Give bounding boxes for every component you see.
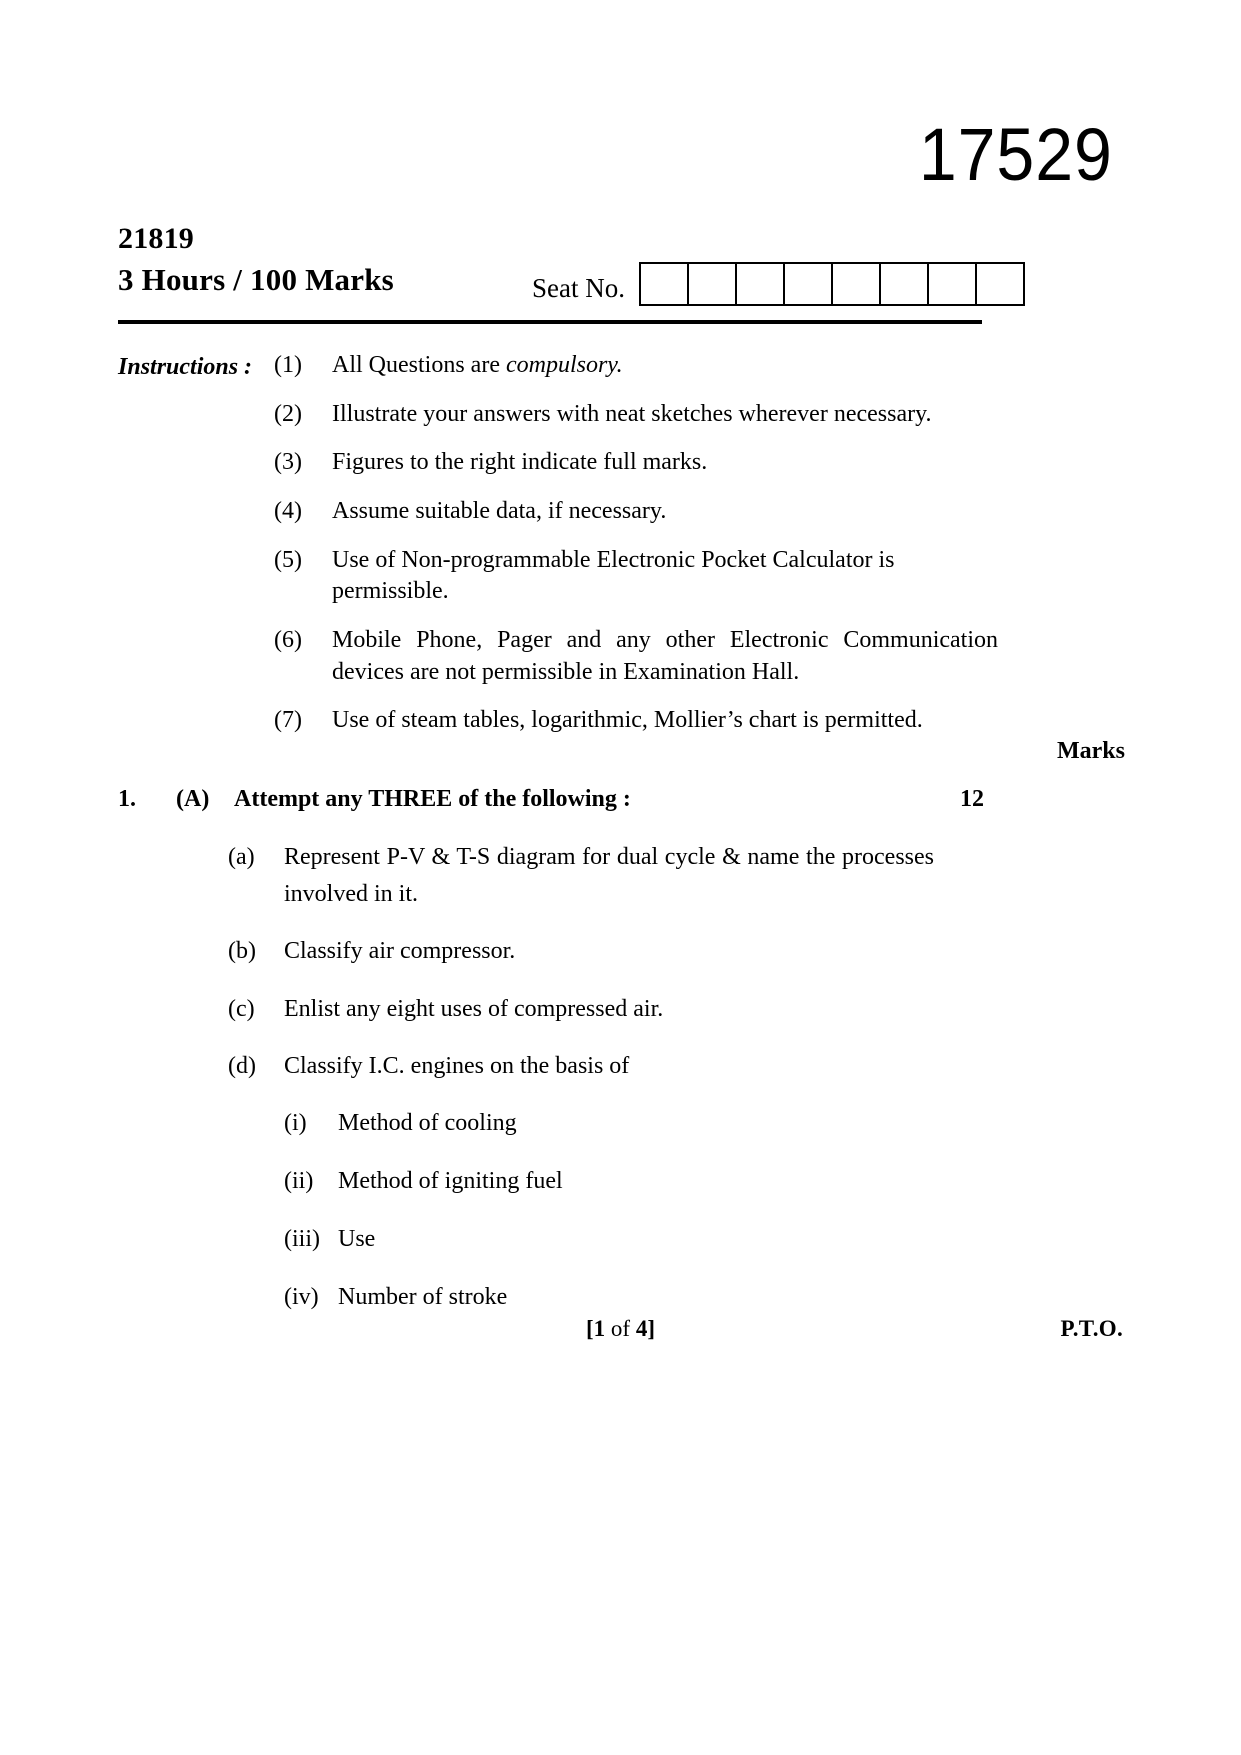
sub-subquestion-item (284, 1279, 984, 1315)
page-indicator-middle: of (605, 1316, 636, 1341)
instruction-number: (2) (274, 400, 302, 427)
seat-no-cell[interactable] (833, 264, 881, 304)
instructions-title: Instructions : (118, 354, 253, 380)
header-divider-rule (118, 320, 982, 324)
page-indicator (0, 1316, 1241, 1342)
seat-no-cell[interactable] (737, 264, 785, 304)
instruction-item (274, 496, 998, 528)
subquestion-item (228, 839, 984, 913)
instruction-text: Figures to the right indicate full marks. (332, 449, 708, 476)
instruction-text: Illustrate your answers with neat sketches wherever necessary. (332, 400, 932, 427)
seat-no-cell[interactable] (785, 264, 833, 304)
seat-no-cell[interactable] (641, 264, 689, 304)
seat-no-cell[interactable] (689, 264, 737, 304)
instruction-text: Assume suitable data, if necessary. (332, 498, 667, 525)
subquestion-label: (c) (228, 995, 255, 1022)
subquestion-item (228, 933, 984, 970)
subquestion-label: (a) (228, 844, 255, 870)
question-1-heading-row (118, 786, 984, 813)
instruction-number: (1) (274, 352, 302, 378)
marks-column-heading: Marks (1057, 738, 1125, 764)
sub-subquestion-text: Method of cooling (338, 1109, 517, 1136)
subquestion-item (228, 1048, 984, 1085)
subquestion-label: (b) (228, 938, 256, 965)
sub-subquestion-label: (ii) (284, 1167, 314, 1194)
subquestion-label: (d) (228, 1052, 256, 1079)
page-indicator-prefix: [1 (585, 1316, 606, 1341)
instructions-section (118, 350, 998, 754)
question-1-block (118, 786, 984, 1337)
sub-subquestion-text: Method of igniting fuel (338, 1167, 563, 1194)
instruction-item (274, 625, 998, 688)
instruction-number: (7) (274, 707, 302, 734)
paper-code: 17529 (919, 113, 1113, 196)
question-part-label: (A) (176, 786, 210, 812)
sub-subquestion-item (284, 1105, 984, 1141)
pto-label: P.T.O. (1060, 1316, 1123, 1341)
instruction-item (274, 545, 998, 608)
seat-no-cell[interactable] (977, 264, 1025, 304)
question-number: 1. (118, 786, 136, 812)
sub-subquestion-item (284, 1163, 984, 1199)
sub-subquestion-label: (i) (284, 1109, 307, 1136)
subquestion-text: Represent P-V & T-S diagram for dual cycle & name the processes involved in it. (284, 844, 934, 908)
page-indicator-suffix: 4] (635, 1316, 655, 1341)
instruction-number: (3) (274, 449, 302, 476)
instruction-item (274, 399, 998, 431)
sub-subquestion-item (284, 1221, 984, 1257)
subquestion-text: Classify I.C. engines on the basis of (284, 1052, 630, 1079)
instruction-item (274, 447, 998, 479)
subquestion-text: Classify air compressor. (284, 938, 516, 965)
instruction-text: Use of steam tables, logarithmic, Mollier’s chart is permitted. (332, 707, 923, 734)
instructions-list (274, 350, 998, 737)
seat-no-grid[interactable] (639, 262, 1025, 306)
sub-subquestion-label: (iii) (284, 1225, 320, 1252)
question-marks-value: 12 (960, 786, 984, 812)
instruction-item (274, 350, 998, 382)
question-heading-text: Attempt any THREE of the following : (234, 786, 631, 812)
sub-subquestion-list (118, 1105, 984, 1315)
seat-no-field (532, 262, 1025, 306)
subquestion-text: Enlist any eight uses of compressed air. (284, 995, 664, 1022)
sub-subquestion-label: (iv) (284, 1283, 319, 1310)
seat-no-cell[interactable] (881, 264, 929, 304)
sub-subquestion-text: Number of stroke (338, 1283, 508, 1310)
subquestion-list (118, 839, 984, 1085)
duration-and-marks: 3 Hours / 100 Marks (118, 262, 394, 297)
instruction-text-plain: All Questions are (332, 352, 506, 378)
subject-code: 21819 (118, 222, 194, 255)
instruction-text: Mobile Phone, Pager and any other Electronic Communication devices are not permissible in Examination Hall. (332, 627, 998, 685)
seat-no-cell[interactable] (929, 264, 977, 304)
instruction-item (274, 705, 998, 737)
instruction-text: Use of Non-programmable Electronic Pocket Calculator is permissible. (332, 546, 895, 605)
instruction-text (332, 350, 998, 382)
instruction-number: (5) (274, 546, 302, 573)
instruction-number: (4) (274, 498, 302, 525)
instruction-text-emphasis: compulsory. (505, 352, 623, 378)
subquestion-item (228, 991, 984, 1028)
sub-subquestion-text: Use (338, 1225, 376, 1252)
seat-no-label: Seat No. (532, 273, 625, 303)
instruction-number: (6) (274, 627, 302, 654)
